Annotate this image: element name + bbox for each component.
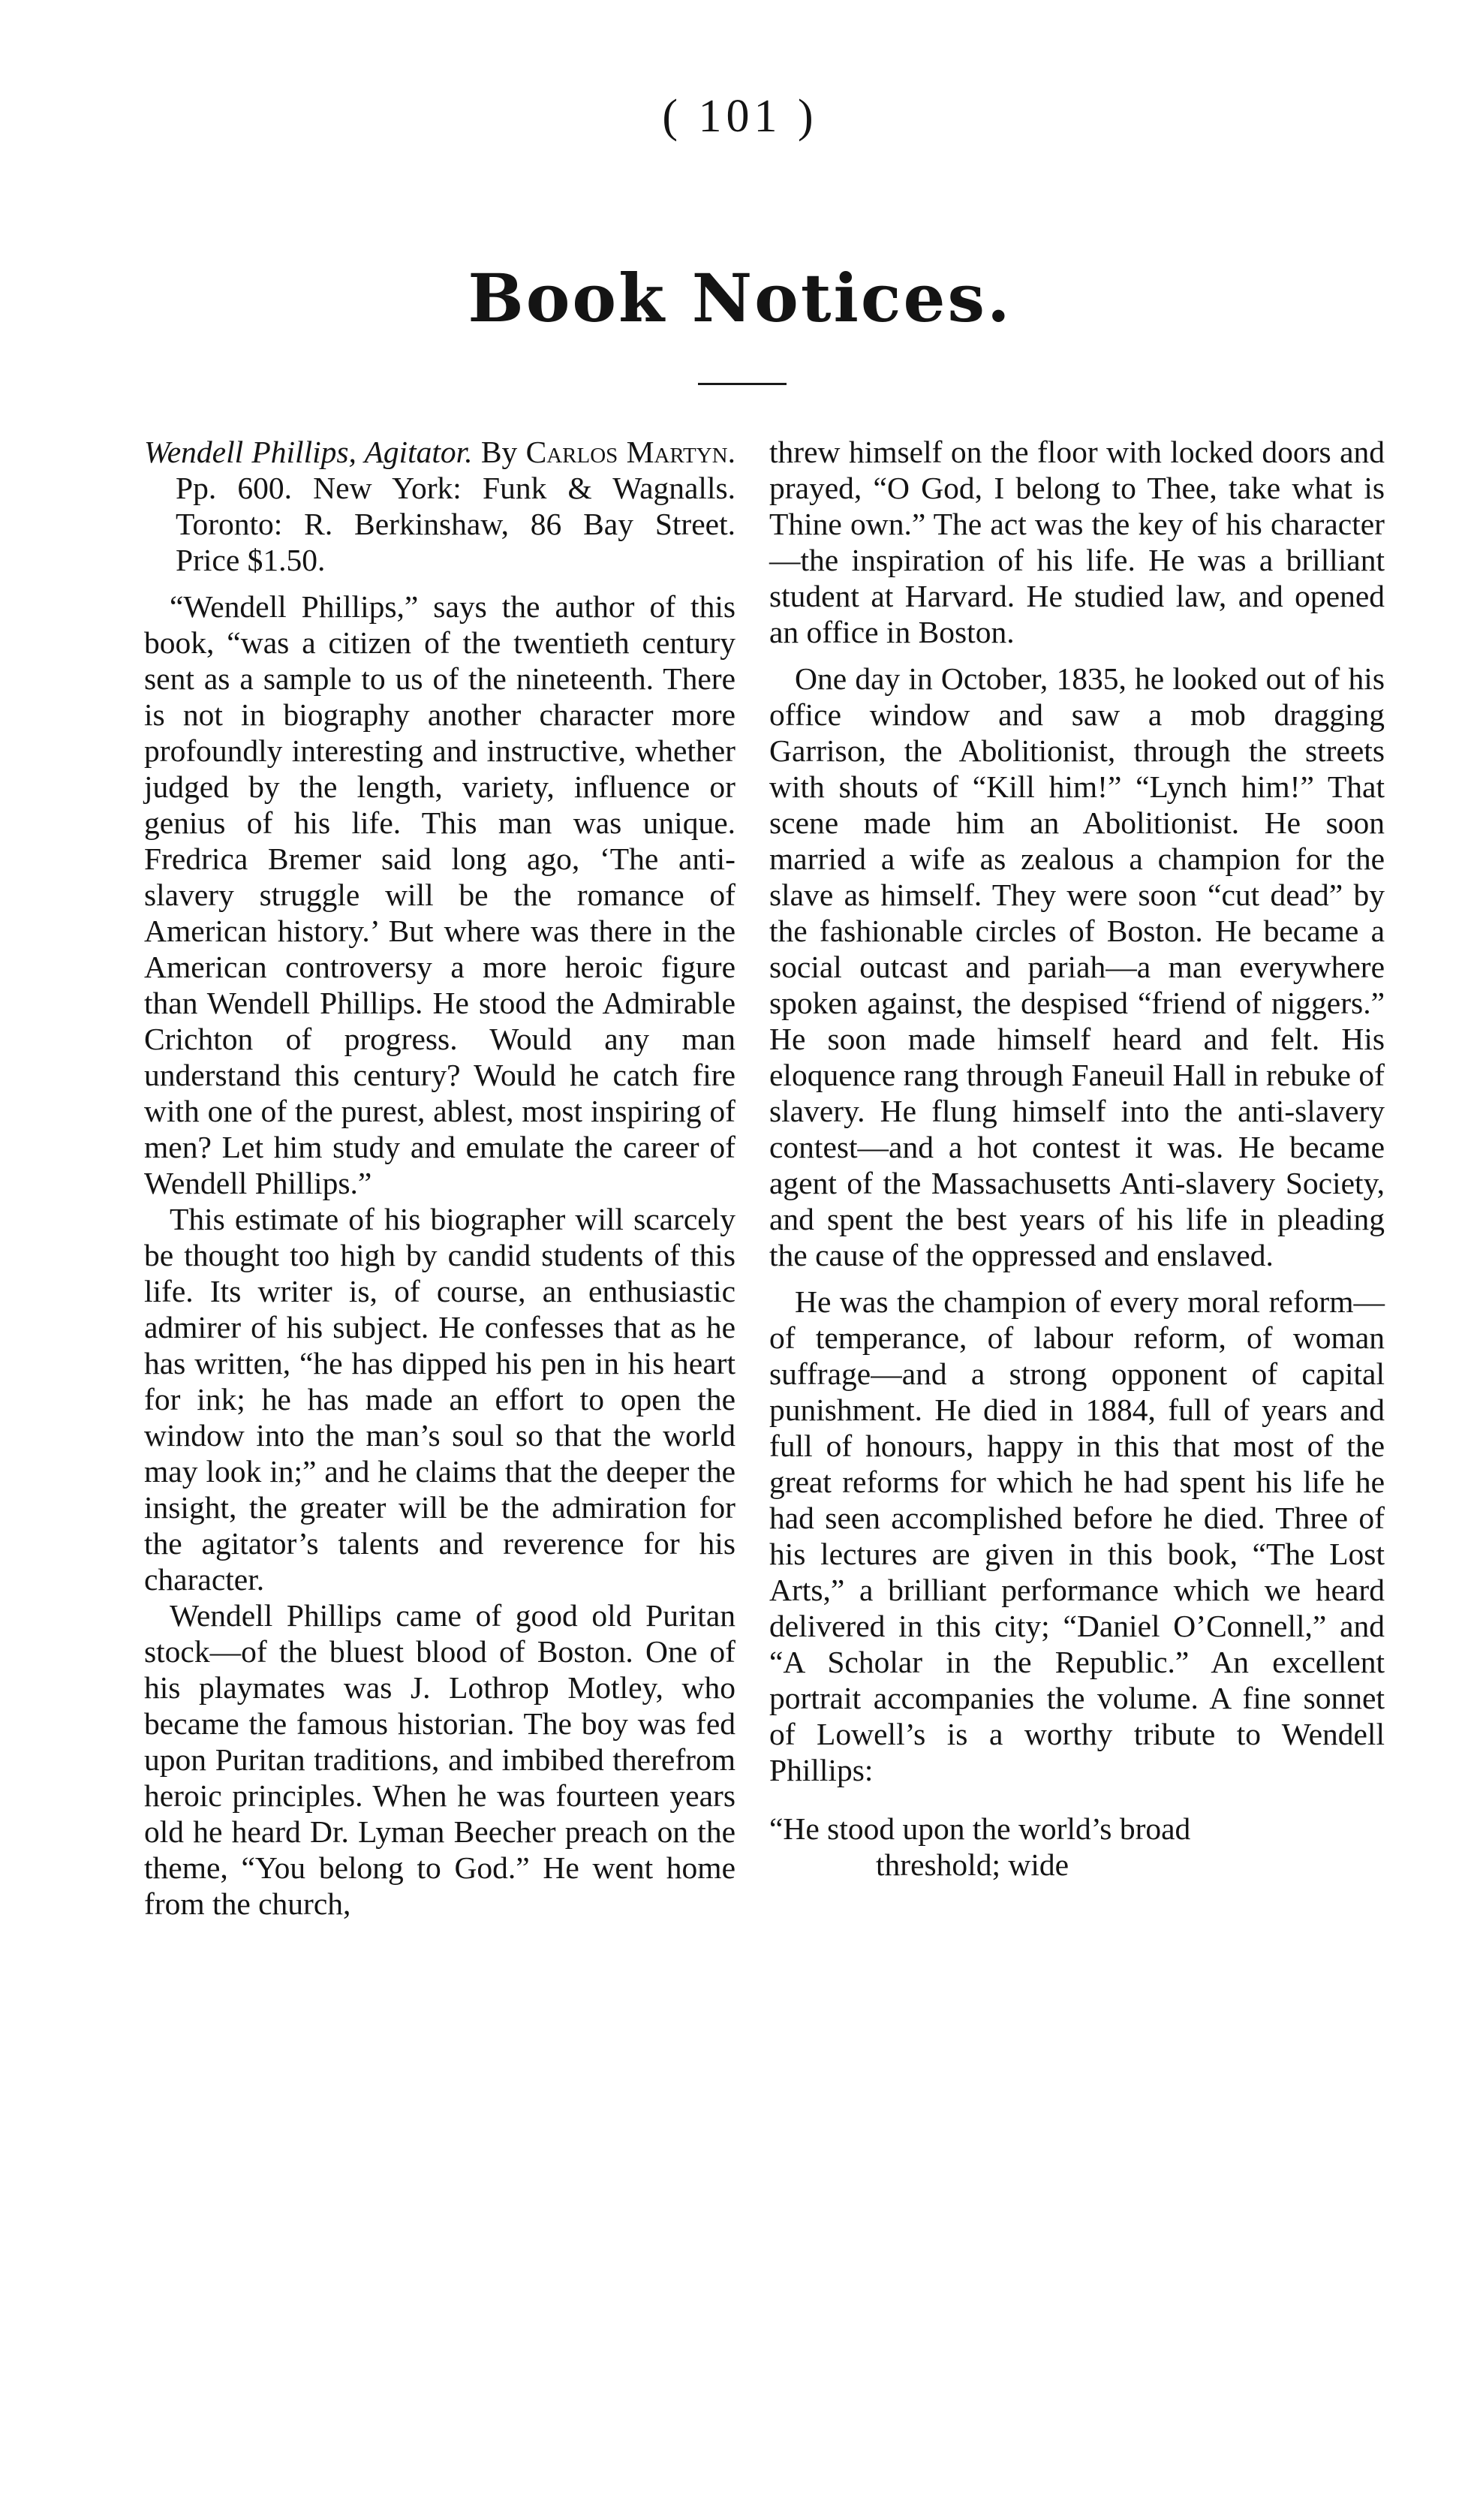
section-title: Book Notices. — [468, 259, 1012, 337]
title-divider — [698, 383, 787, 385]
poem-line: threshold; wide — [876, 1847, 1069, 1882]
paragraph: He was the champion of every moral reform—of temperance, of labour reform, of woman suffrage—and a strong opponent of capital punishment. He died in 1884, full of years and full of honours, happy in this that most of the great reforms for which he had spent his life he had seen accomplished before he died. Three of his lectures are given in this book, “The Lost Arts,” a brilliant performance which we heard delivered in this city; “Daniel O’Connell,” and “A Scholar in the Republic.” An excellent portrait accompanies the volume. A fine sonnet of Lowell’s is a worthy tribute to Wendell Phillips: — [769, 1284, 1385, 1787]
book-publication: Pp. 600. New York: Funk & Wagnalls. Toronto: R. Berkinshaw, 86 Bay Street. Price $1.50. — [176, 471, 735, 577]
paragraph: threw himself on the floor with locked doors and prayed, “O God, I belong to Thee, take what is Thine own.” The act was the key of his character—the inspiration of his life. He was a brilliant student at Harvard. He studied law, and opened an office in Boston. — [769, 435, 1385, 649]
left-column — [144, 434, 735, 1922]
poem-line: “He stood upon the world’s broad — [769, 1811, 1191, 1846]
book-author: Carlos Martyn. — [525, 435, 736, 469]
poem-excerpt — [769, 1811, 1385, 1883]
paragraph: This estimate of his biographer will scarcely be thought too high by candid students of this life. Its writer is, of course, an enthusiastic admirer of his subject. He confesses that as he has written, “he has dipped his pen in his heart for ink; he has made an effort to open the window into the man’s soul so that the world may look in;” and he claims that the deeper the insight, the greater will be the admiration for the agitator’s talents and reverence for his character. — [144, 1202, 735, 1597]
paragraph: One day in October, 1835, he looked out of his office window and saw a mob dragging Garrison, the Abolitionist, through the streets with shouts of “Kill him!” “Lynch him!” That scene made him an Abolitionist. He soon married a wife as zealous a champion for the slave as himself. They were soon “cut dead” by the fashionable circles of Boston. He became a social outcast and pariah—a man everywhere spoken against, the despised “friend of niggers.” He soon made himself heard and felt. His eloquence rang through Faneuil Hall in rebuke of slavery. He flung himself into the anti-slavery contest—and a hot contest it was. He became agent of the Massachusetts Anti-slavery Society, and spent the best years of his life in pleading the cause of the oppressed and enslaved. — [769, 661, 1385, 1272]
book-citation — [144, 434, 735, 578]
right-column — [769, 434, 1385, 1883]
book-title: Wendell Phillips, Agitator. — [144, 435, 473, 469]
page-number: ( 101 ) — [662, 91, 818, 142]
paragraph: “Wendell Phillips,” says the author of this book, “was a citizen of the twentieth century sent as a sample to us of the nineteenth. There is not in biography another character more profoundly interesting and instructive, whether judged by the length, variety, influence or genius of his life. This man was unique. Fredrica Bremer said long ago, ‘The anti-slavery struggle will be the romance of American history.’ But where was there in the American controversy a more heroic figure than Wendell Phillips. He stood the Admirable Crichton of progress. Would any man understand this century? Would he catch fire with one of the purest, ablest, most inspiring of men? Let him study and emulate the career of Wendell Phillips.” — [144, 589, 735, 1200]
book-by: By — [472, 435, 526, 469]
paragraph: Wendell Phillips came of good old Puritan stock—of the bluest blood of Boston. One of his playmates was J. Lothrop Motley, who became the famous historian. The boy was fed upon Puritan traditions, and imbibed therefrom heroic principles. When he was fourteen years old he heard Dr. Lyman Beecher preach on the theme, “You belong to God.” He went home from the church, — [144, 1598, 735, 1921]
